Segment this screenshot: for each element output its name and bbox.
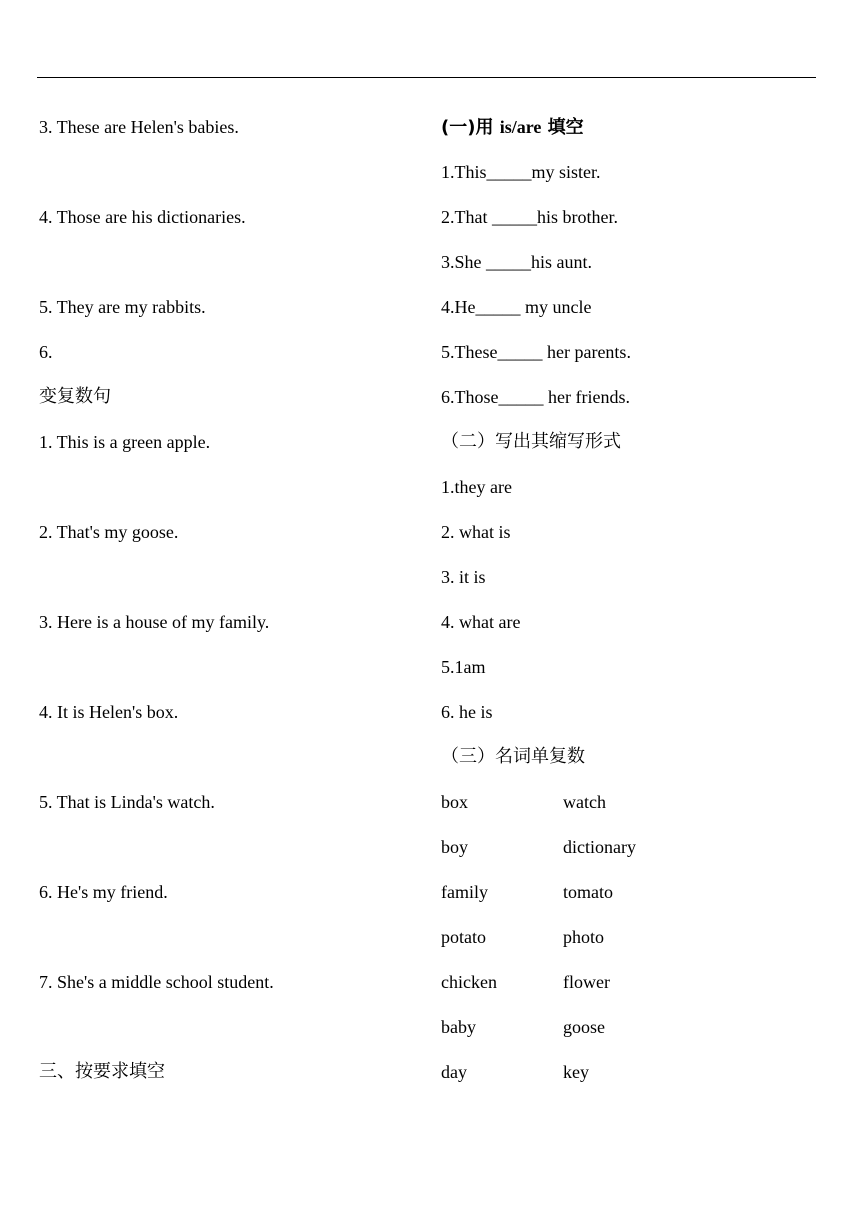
left-item: 4. It is Helen's box. (39, 702, 179, 722)
noun-word: photo (563, 927, 605, 947)
fill-item: 3.She _____his aunt. (441, 252, 592, 272)
noun-word: flower (563, 972, 610, 992)
contraction-item: 3. it is (441, 567, 486, 587)
noun-word: family (441, 882, 488, 902)
noun-word: dictionary (563, 837, 636, 857)
section1-heading (441, 116, 584, 139)
noun-word: box (441, 792, 468, 812)
noun-word: key (563, 1062, 589, 1082)
fill-item: 2.That _____his brother. (441, 207, 618, 227)
noun-word: day (441, 1062, 467, 1082)
left-item: 5. That is Linda's watch. (39, 792, 215, 812)
contraction-item: 1.they are (441, 477, 512, 497)
noun-word: watch (563, 792, 606, 812)
contraction-item: 2. what is (441, 522, 511, 542)
section1-heading-suffix: 填空 (541, 117, 584, 138)
section1-heading-bold: is/are (499, 117, 542, 137)
section1-heading-prefix: (一)用 (441, 117, 500, 138)
fill-item: 4.He_____ my uncle (441, 297, 592, 317)
contraction-item: 5.1am (441, 657, 486, 677)
left-item: 3. Here is a house of my family. (39, 612, 270, 632)
header-rule (37, 77, 816, 78)
left-item: 7. She's a middle school student. (39, 972, 274, 992)
fill-item: 1.This_____my sister. (441, 162, 601, 182)
section2-heading: （二）写出其缩写形式 (441, 431, 621, 452)
noun-word: baby (441, 1017, 476, 1037)
left-item: 5. They are my rabbits. (39, 297, 206, 317)
section3-heading: （三）名词单复数 (441, 746, 585, 767)
left-item: 3. These are Helen's babies. (39, 117, 239, 137)
fill-item: 6.Those_____ her friends. (441, 387, 630, 407)
fill-item: 5.These_____ her parents. (441, 342, 631, 362)
noun-word: potato (441, 927, 486, 947)
contraction-item: 6. he is (441, 702, 493, 722)
left-item: 2. That's my goose. (39, 522, 179, 542)
noun-word: chicken (441, 972, 497, 992)
noun-word: tomato (563, 882, 613, 902)
left-item: 6. (39, 342, 53, 362)
noun-word: goose (563, 1017, 605, 1037)
noun-word: boy (441, 837, 468, 857)
left-item: 1. This is a green apple. (39, 432, 211, 452)
section-heading-plural: 变复数句 (39, 386, 111, 407)
left-item: 4. Those are his dictionaries. (39, 207, 246, 227)
contraction-item: 4. what are (441, 612, 521, 632)
left-item: 6. He's my friend. (39, 882, 168, 902)
section-heading-fill: 三、按要求填空 (39, 1061, 165, 1082)
